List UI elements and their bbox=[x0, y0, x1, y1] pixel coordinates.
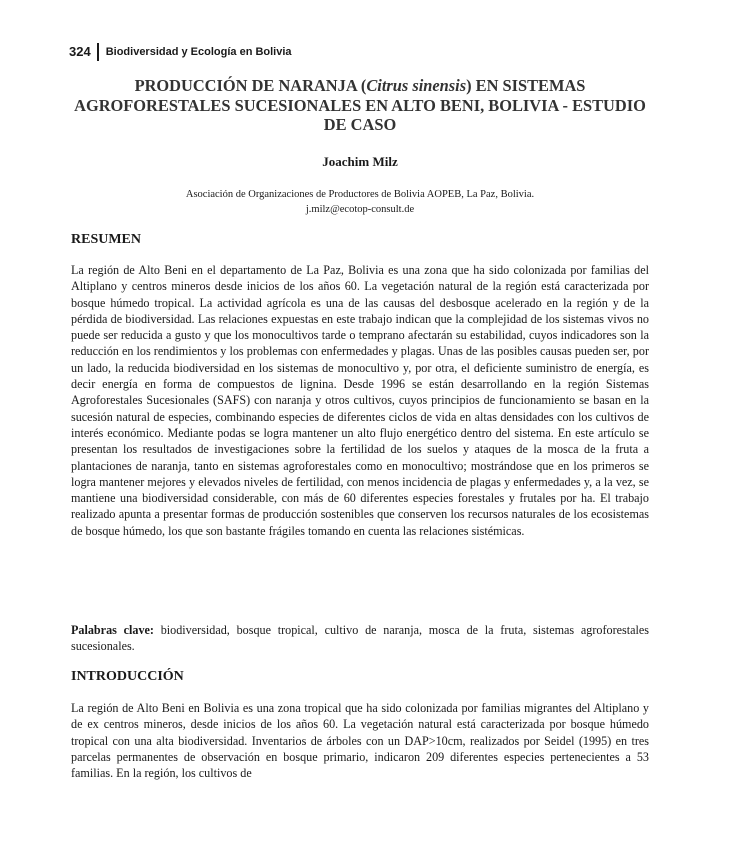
page-number: 324 bbox=[69, 43, 99, 61]
keywords-label: Palabras clave: bbox=[71, 623, 154, 637]
introduccion-paragraph: La región de Alto Beni en Bolivia es una zona tropical que ha sido colonizada por familias migrantes del Altiplano y de ex centros mineros, desde inicios de los años 60. La vegetación natural está caracterizada por bosque húmedo tropical con una alta biodiversidad. Inventarios de árboles con un DAP>10cm, realizados por Seidel (1995) en tres parcelas permanentes de observación en bosque primario, indicaron 209 diferentes especies pertenecientes a 53 familias. En la región, los cultivos de bbox=[71, 701, 649, 781]
title-part-1: PRODUCCIÓN DE NARANJA ( bbox=[134, 76, 367, 95]
author-name: Joachim Milz bbox=[322, 154, 398, 169]
resumen-heading: RESUMEN bbox=[71, 232, 142, 247]
keywords-paragraph bbox=[71, 622, 649, 655]
title-species: Citrus sinensis bbox=[366, 76, 467, 95]
running-head: Biodiversidad y Ecología en Bolivia bbox=[105, 46, 292, 58]
page-header bbox=[69, 40, 292, 64]
resumen-paragraph: La región de Alto Beni en el departamento de La Paz, Bolivia es una zona que ha sido colonizada por familias del Altiplano y centros mineros desde inicios de los años 60. La vegetación natural de la región está caracterizada por bosque húmedo tropical. La actividad agrícola es una de las causas del desbosque acelerado en la región y de la pérdida de biodiversidad. Las relaciones expuestas en este trabajo indican que la complejidad de los sistemas vivos no puede ser reducida a gusto y que los monocultivos tarde o temprano afectarán su estabilidad, cuyos indicadores son la reducción en los rendimientos y los problemas con enfermedades y plagas. Unas de las posibles causas pueden ser, por un lado, la reducida biodiversidad en los sistemas de monocultivo y, por otra, el deficiente suministro de energía, es decir energía en forma de compuestos de lignina. Desde 1996 se están desarrollando en la región Sistemas Agroforestales Sucesionales (SAFS) con naranja y otros cultivos, cuyos principios de funcionamiento se basan en la sucesión natural de especies, combinando especies de diferentes ciclos de vida en altas densidades con los cultivos de interés económico. Mediante podas se logra mantener un alto flujo energético dentro del sistema. En este artículo se presentan los resultados de investigaciones sobre la fertilidad de los suelos y ataques de la mosca de la fruta a plantaciones de naranja, tanto en sistemas agroforestales como en monocultivo; mostrándose que en los primeros se logra mantener mejores y elevados niveles de fertilidad, con menos incidencia de plagas y enfermedades y, a la vez, se mantiene una biodiversidad considerable, con más de 60 diferentes especies forestales y frutales por ha. El trabajo realizado apunta a presentar formas de producción sostenibles que conserven los recursos naturales de los ecosistemas de bosque húmedo, los que son bastante frágiles tomando en cuenta las relaciones sistémicas. bbox=[71, 263, 649, 538]
author-email: j.milz@ecotop-consult.de bbox=[305, 204, 415, 215]
affiliation-block bbox=[70, 187, 650, 217]
article-title bbox=[70, 76, 650, 135]
title-part-2: ) EN SISTEMAS AGROFORESTALES SUCESIONALES EN ALTO BENI, BOLIVIA - ESTUDIO DE CASO bbox=[74, 76, 646, 134]
affiliation: Asociación de Organizaciones de Productores de Bolivia AOPEB, La Paz, Bolivia. bbox=[185, 189, 535, 200]
introduccion-heading: INTRODUCCIÓN bbox=[71, 669, 184, 684]
keywords-text: biodiversidad, bosque tropical, cultivo de naranja, mosca de la fruta, sistemas agroforestales sucesionales. bbox=[71, 623, 649, 654]
